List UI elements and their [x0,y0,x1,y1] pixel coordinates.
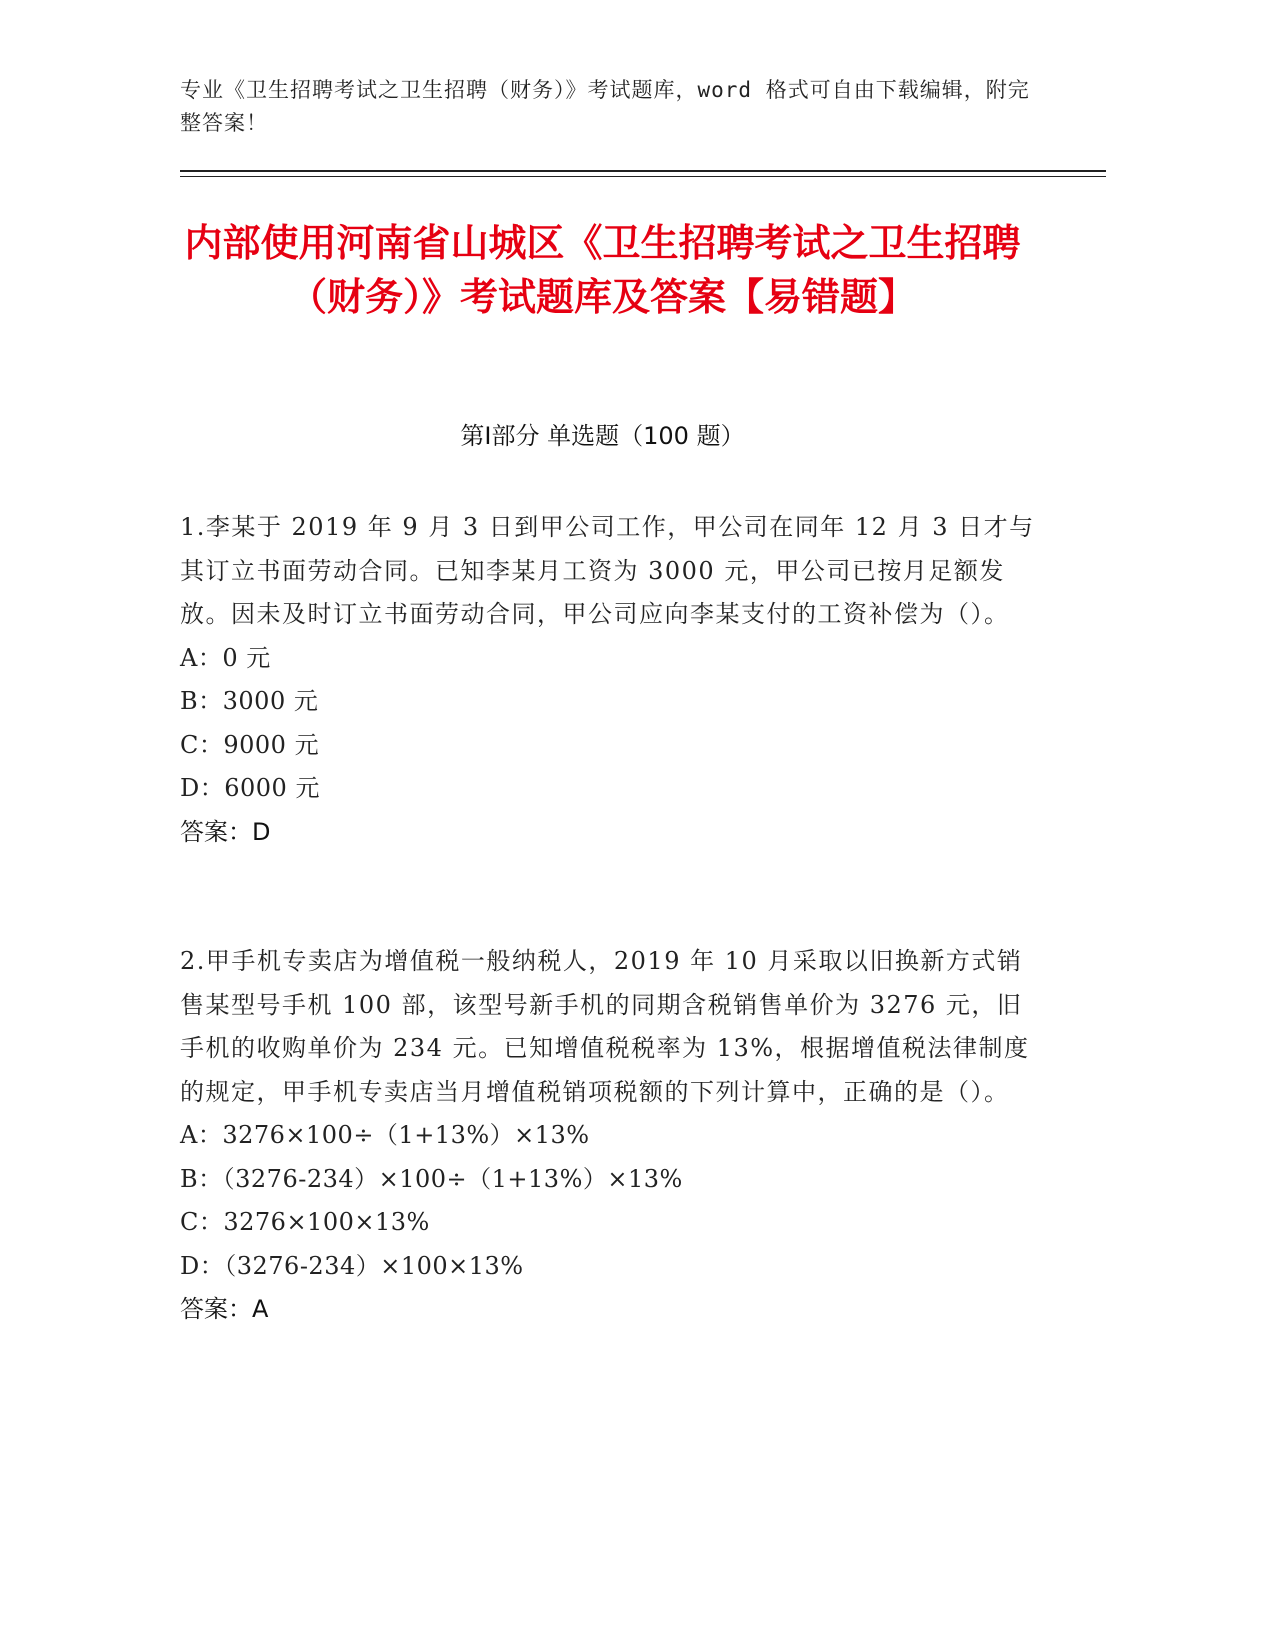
option-b: B：3000 元 [180,687,319,715]
option-c: C：3276×100×13% [180,1208,430,1236]
question-stem: 1.李某于 2019 年 9 月 3 日到甲公司工作，甲公司在同年 12 月 3 日才与其订立书面劳动合同。已知李某月工资为 3000 元，甲公司已按月足额发放。因未及时订立书面劳动合同，甲公司应向李某支付的工资补偿为（）。 [180,513,1035,628]
answer-line: 答案：D [180,817,271,846]
question-item [180,506,1040,854]
option-a: A：0 元 [180,643,271,672]
option-d: D：（3276-234）×100×13% [180,1251,524,1280]
option-a: A：3276×100÷（1+13%）×13% [180,1121,590,1149]
question-item [180,940,1040,1332]
answer-line: 答案：A [180,1295,269,1323]
header-note: 专业《卫生招聘考试之卫生招聘（财务）》考试题库，word 格式可自由下载编辑，附完整答案！ [180,78,1030,135]
header-divider-thin [180,176,1106,177]
option-d: D：6000 元 [180,774,320,802]
document-title: 内部使用河南省山城区《卫生招聘考试之卫生招聘（财务）》考试题库及答案【易错题】 [184,221,1021,319]
question-stem: 2.甲手机专卖店为增值税一般纳税人，2019 年 10 月采取以旧换新方式销售某型号手机 100 部，该型号新手机的同期含税销售单价为 3276 元，旧手机的收购单价为 234 元。已知增值税税率为 13%，根据增值税法律制度的规定，甲手机专卖店当月增值税销项税额的下列计算中，正确的是（）。 [180,947,1030,1106]
section-heading: 第Ⅰ部分 单选题（100 题） [460,422,745,450]
option-b: B：（3276-234）×100÷（1+13%）×13% [180,1164,683,1193]
header-divider-thick [180,170,1106,172]
option-c: C：9000 元 [180,730,320,759]
